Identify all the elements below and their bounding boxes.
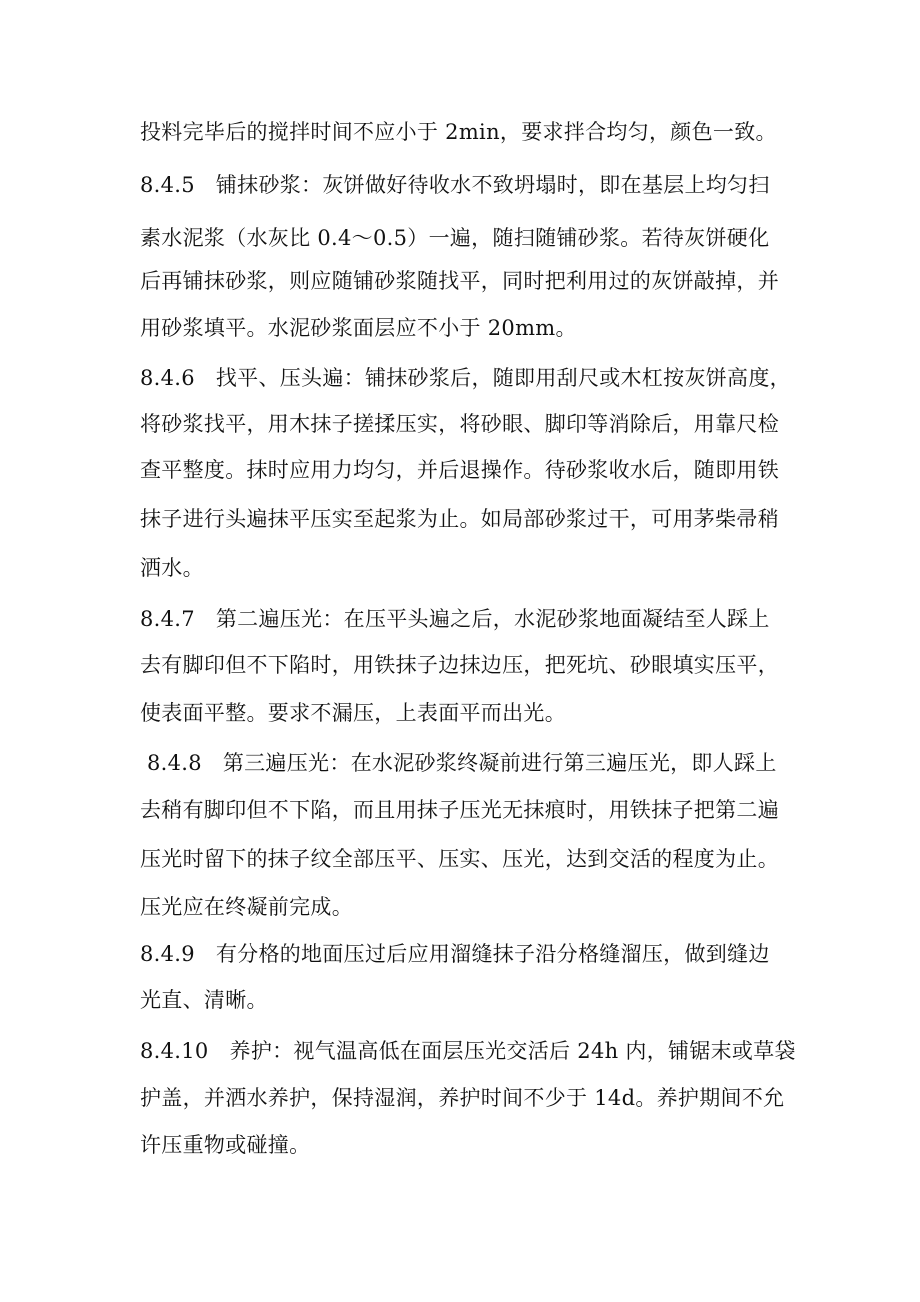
text-line: 8.4.9 有分格的地面压过后应用溜缝抹子沿分格缝溜压，做到缝边 [140, 942, 770, 966]
text-line: 8.4.5 铺抹砂浆：灰饼做好待收水不致坍塌时，即在基层上均匀扫 [140, 173, 770, 197]
text-line: 8.4.8 第三遍压光：在水泥砂浆终凝前进行第三遍压光，即人踩上 [140, 751, 777, 775]
text-line: 去有脚印但不下陷时，用铁抹子边抹边压，把死坑、砂眼填实压平， [140, 653, 779, 677]
text-line: 压光时留下的抹子纹全部压平、压实、压光，达到交活的程度为止。 [140, 847, 779, 871]
text-line: 许压重物或碰撞。 [140, 1133, 311, 1157]
text-line: 素水泥浆（水灰比 0.4～0.5）一遍，随扫随铺砂浆。若待灰饼硬化 [140, 226, 770, 250]
text-line: 护盖，并洒水养护，保持湿润，养护时间不少于 14d。养护期间不允 [140, 1086, 785, 1110]
text-line: 8.4.10 养护：视气温高低在面层压光交活后 24h 内，铺锯末或草袋 [140, 1039, 796, 1063]
text-line: 将砂浆找平，用木抹子搓揉压实，将砂眼、脚印等消除后，用靠尺检 [140, 412, 779, 436]
text-line: 使表面平整。要求不漏压，上表面平而出光。 [140, 701, 566, 725]
text-line: 光直、清晰。 [140, 988, 268, 1012]
text-line: 用砂浆填平。水泥砂浆面层应不小于 20mm。 [140, 316, 577, 340]
text-line: 压光应在终凝前完成。 [140, 895, 353, 919]
text-line: 8.4.7 第二遍压光：在压平头遍之后，水泥砂浆地面凝结至人踩上 [140, 607, 770, 631]
text-line: 投料完毕后的搅拌时间不应小于 2min，要求拌合均匀，颜色一致。 [140, 120, 777, 144]
text-line: 8.4.6 找平、压头遍：铺抹砂浆后，随即用刮尺或木杠按灰饼高度， [140, 366, 791, 390]
text-line: 查平整度。抹时应用力均匀，并后退操作。待砂浆收水后，随即用铁 [140, 458, 779, 482]
text-line: 去稍有脚印但不下陷，而且用抹子压光无抹痕时，用铁抹子把第二遍 [140, 798, 779, 822]
text-line: 抹子进行头遍抹平压实至起浆为止。如局部砂浆过干，可用茅柴帚稍 [140, 507, 779, 531]
text-line: 后再铺抹砂浆，则应随铺砂浆随找平，同时把利用过的灰饼敲掉，并 [140, 269, 779, 293]
text-line: 洒水。 [140, 556, 204, 580]
